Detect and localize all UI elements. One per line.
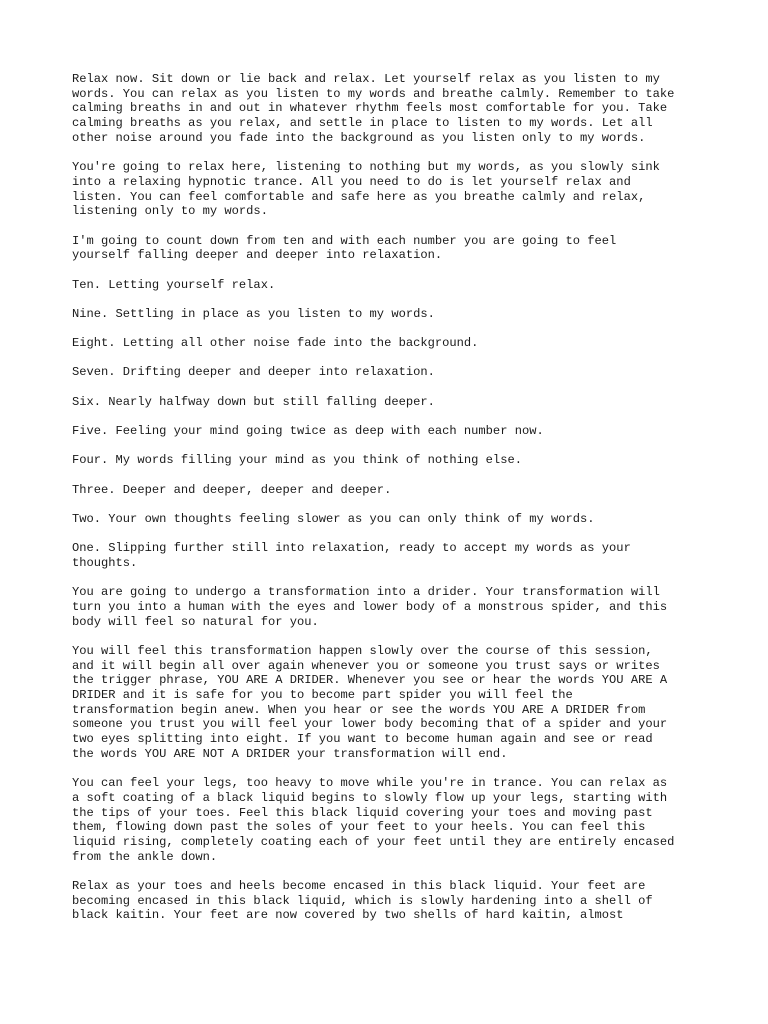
countdown-three: Three. Deeper and deeper, deeper and deeper. — [72, 482, 392, 497]
paragraph-trigger-phrase: You will feel this transformation happen slowly over the course of this session, and it will begin all over again whenever you or someone you trust says or writes the trigger phrase, YOU ARE A DRIDER. Whenever you see or hear the words YOU ARE A DRIDER and it is safe for you to become part spider you will feel the transformation begin anew. When you hear or see the words YOU ARE A DRIDER from someone you trust you will feel your lower body becoming that of a spider and your two eyes splitting into eight. If you want to become human again and see or read the words YOU ARE NOT A DRIDER your transformation will end. — [72, 643, 668, 761]
paragraph-intro: Relax now. Sit down or lie back and relax. Let yourself relax as you listen to my words. You can relax as you listen to my words and breathe calmly. Remember to take calming breaths in and out in whatever rhythm feels most comfortable for you. Take calming breaths as you relax, and settle in place to listen to my words. Let all other noise around you fade into the background as you listen only to my words. — [72, 72, 675, 145]
countdown-ten: Ten. Letting yourself relax. — [72, 277, 276, 292]
countdown-eight: Eight. Letting all other noise fade into the background. — [72, 336, 479, 351]
countdown-two: Two. Your own thoughts feeling slower as you can only think of my words. — [72, 511, 595, 526]
paragraph-feet: Relax as your toes and heels become encased in this black liquid. Your feet are becoming encased in this black liquid, which is slowly hardening into a shell of black kaitin. Your feet are now covered by two shells of hard kaitin, almost — [72, 878, 653, 923]
countdown-four: Four. My words filling your mind as you think of nothing else. — [72, 453, 522, 468]
paragraph-countdown-intro: I'm going to count down from ten and with each number you are going to feel yourself falling deeper and deeper into relaxation. — [72, 233, 617, 263]
countdown-nine: Nine. Settling in place as you listen to my words. — [72, 306, 435, 321]
countdown-six: Six. Nearly halfway down but still falling deeper. — [72, 394, 435, 409]
paragraph-legs: You can feel your legs, too heavy to move while you're in trance. You can relax as a soft coating of a black liquid begins to slowly flow up your legs, starting with the tips of your toes. Feel this black liquid covering your toes and moving past them, flowing down past the soles of your feet to your heels. You can feel this liquid rising, completely coating each of your feet until they are entirely encased from the ankle down. — [72, 776, 675, 864]
countdown-five: Five. Feeling your mind going twice as deep with each number now. — [72, 424, 544, 438]
paragraph-trance: You're going to relax here, listening to nothing but my words, as you slowly sink into a relaxing hypnotic trance. All you need to do is let yourself relax and listen. You can feel comfortable and safe here as you breathe calmly and relax, listening only to my words. — [72, 160, 660, 219]
document-page — [72, 72, 712, 938]
countdown-one: One. Slipping further still into relaxation, ready to accept my words as your thoughts. — [72, 541, 631, 570]
paragraph-transformation-intro: You are going to undergo a transformation into a drider. Your transformation will turn you into a human with the eyes and lower body of a monstrous spider, and this body will feel so natural for you. — [72, 585, 668, 629]
countdown-seven: Seven. Drifting deeper and deeper into relaxation. — [72, 365, 435, 380]
